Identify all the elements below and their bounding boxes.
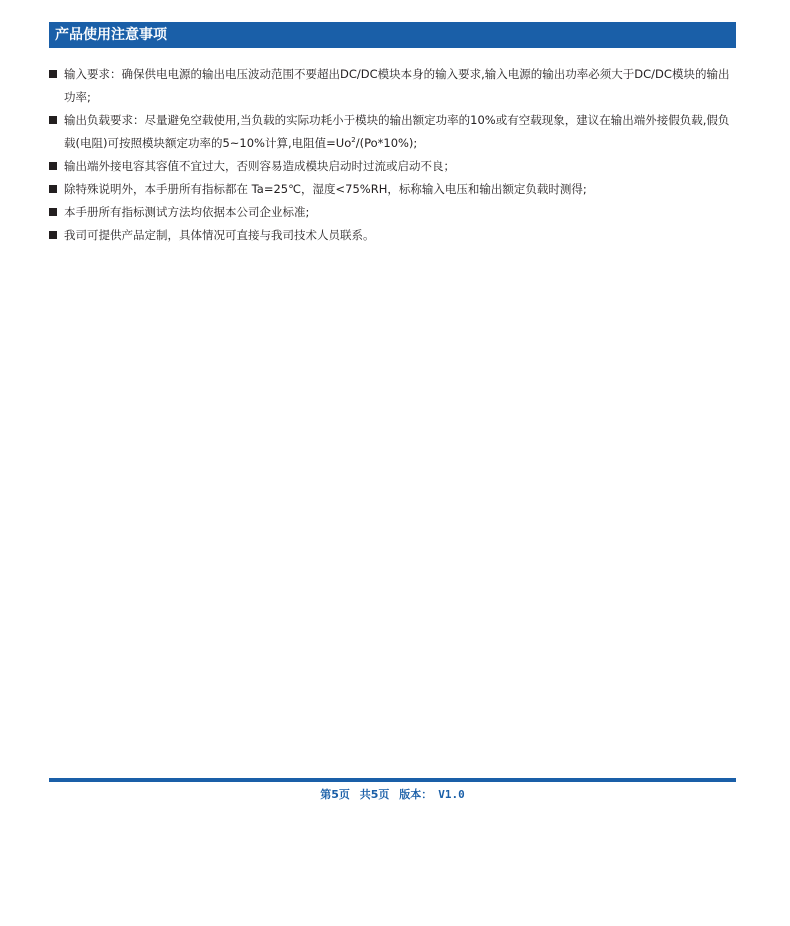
square-bullet-icon	[49, 208, 57, 216]
page-footer	[49, 786, 736, 802]
note-text-tail: /(Po*10%);	[355, 136, 418, 150]
notes-list	[49, 63, 736, 247]
note-text: 本手册所有指标测试方法均依据本公司企业标准;	[64, 205, 310, 219]
version-number: V1.0	[438, 788, 465, 801]
note-input-requirement	[49, 63, 736, 109]
version-label: 版本：	[399, 788, 433, 801]
square-bullet-icon	[49, 162, 57, 170]
note-text: 输入要求：确保供电电源的输出电压波动范围不要超出DC/DC模块本身的输入要求,输入电源的输出功率必须大于DC/DC模块的输出功率;	[64, 67, 730, 104]
square-bullet-icon	[49, 116, 57, 124]
page-number: 第5页	[320, 788, 350, 801]
superscript-exponent: 2	[351, 136, 356, 144]
note-text: 除特殊说明外，本手册所有指标都在 Ta=25℃，湿度<75%RH，标称输入电压和输出额定负载时测得;	[64, 182, 587, 196]
square-bullet-icon	[49, 185, 57, 193]
note-customization	[49, 224, 736, 247]
note-text: 输出端外接电容其容值不宜过大，否则容易造成模块启动时过流或启动不良；	[64, 159, 455, 173]
note-test-conditions	[49, 178, 736, 201]
note-text: 输出负载要求：尽量避免空载使用,当负载的实际功耗小于模块的输出额定功率的10%或有空载现象，建议在输出端外接假负载,假负载(电阻)可按照模块额定功率的5~10%计算,电阻值=Uo	[64, 113, 730, 150]
version-info	[399, 788, 465, 801]
note-output-capacitor	[49, 155, 736, 178]
square-bullet-icon	[49, 70, 57, 78]
square-bullet-icon	[49, 231, 57, 239]
section-title: 产品使用注意事项	[55, 27, 167, 43]
note-test-standard	[49, 201, 736, 224]
note-text: 我司可提供产品定制，具体情况可直接与我司技术人员联系。	[64, 228, 375, 242]
section-header	[49, 22, 736, 48]
page-total: 共5页	[359, 788, 390, 801]
footer-divider	[49, 778, 736, 782]
note-output-load	[49, 109, 736, 155]
